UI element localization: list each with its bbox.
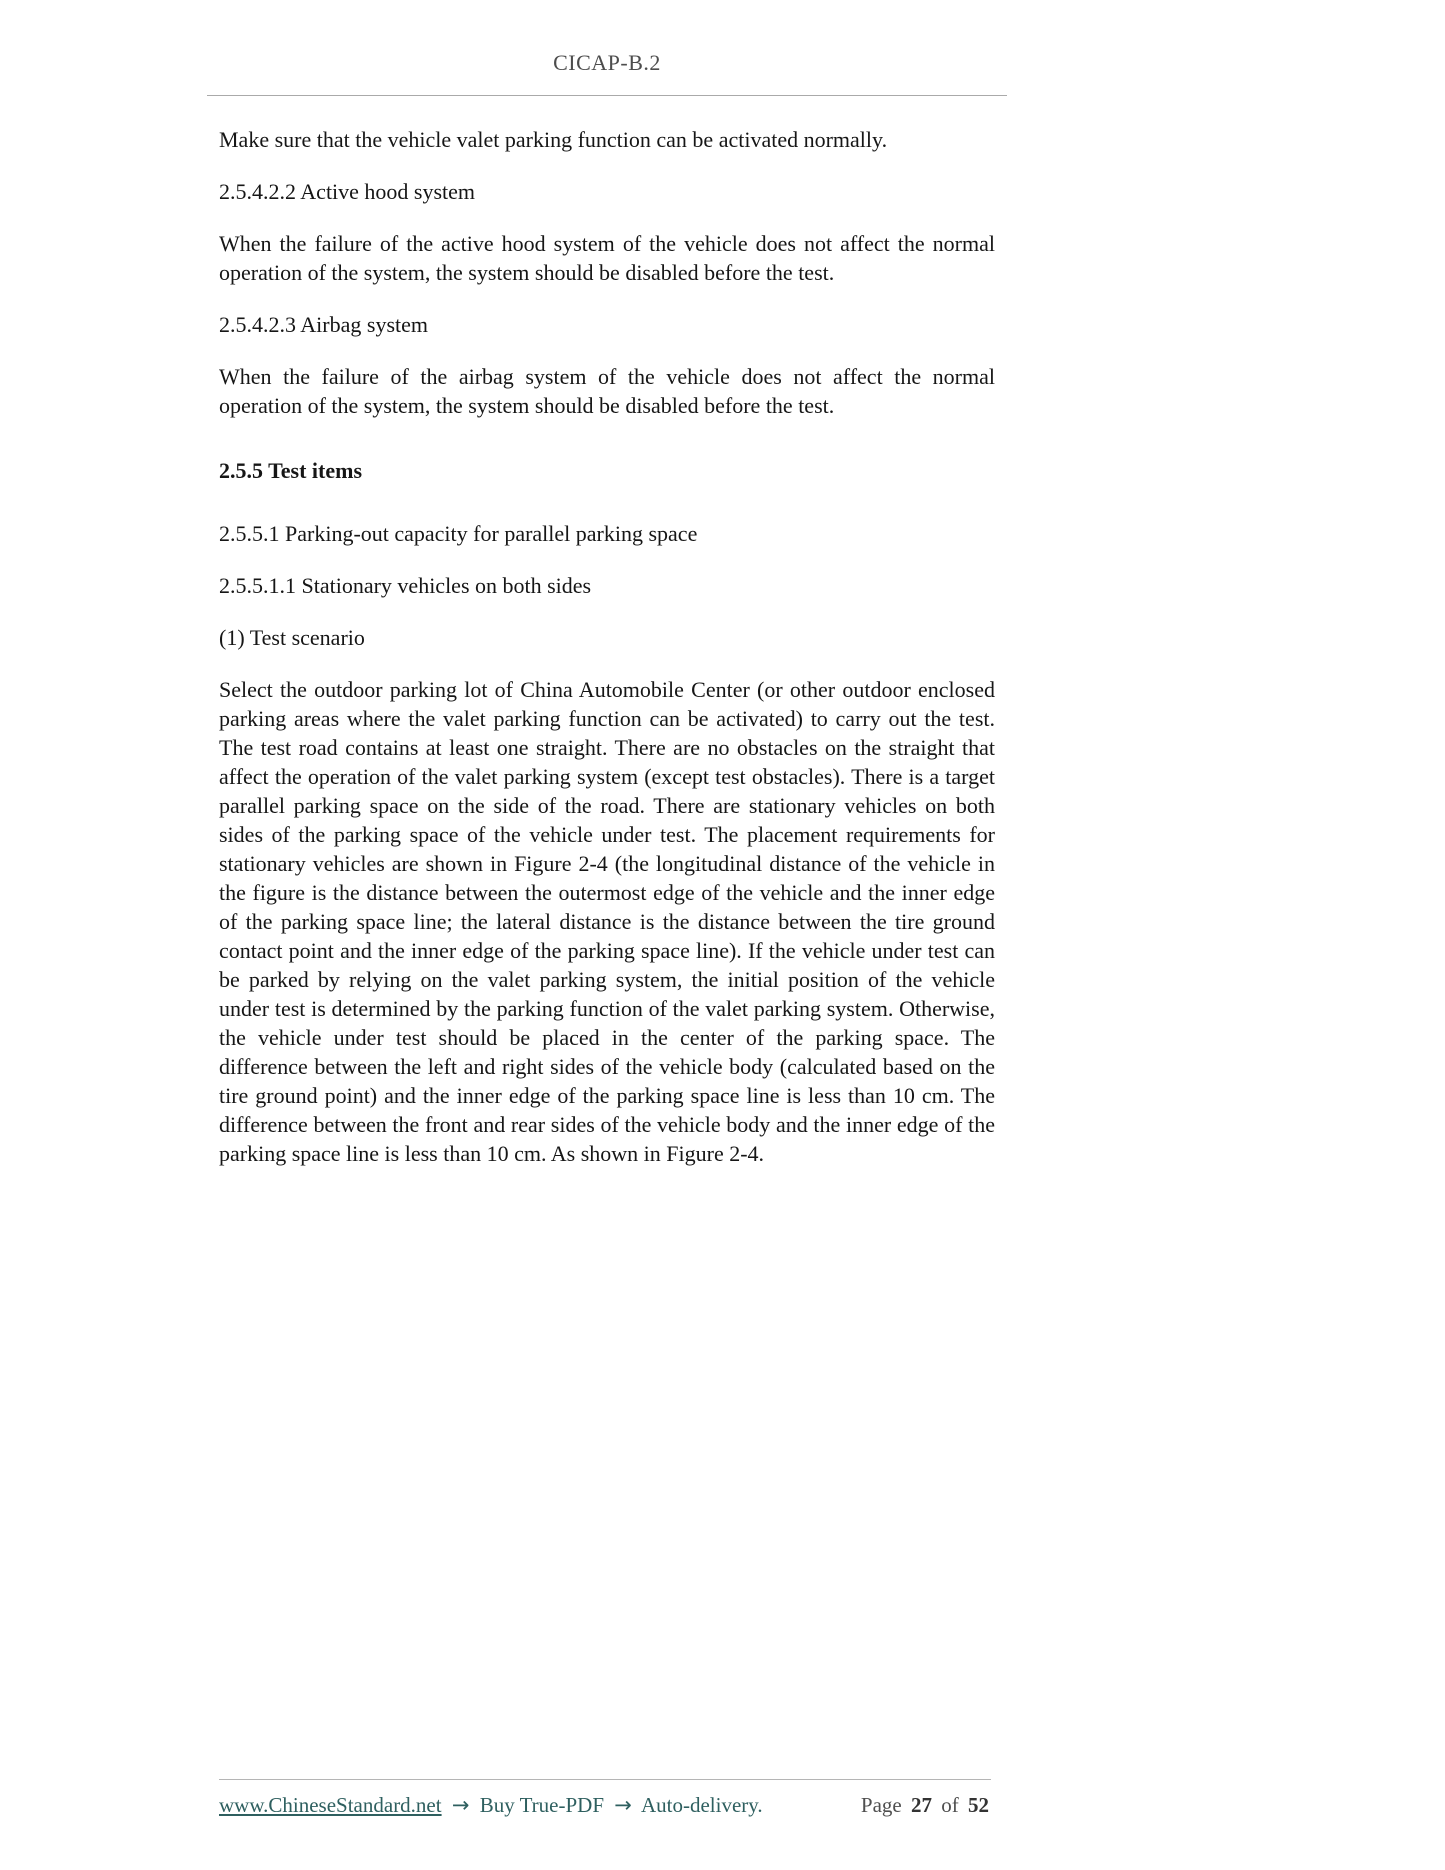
heading-test-scenario: (1) Test scenario — [219, 625, 365, 650]
page-number-indicator — [859, 1793, 991, 1818]
page-footer — [219, 1779, 991, 1818]
footer-of-label: of — [941, 1793, 959, 1817]
footer-auto-delivery-text: Auto-delivery. — [640, 1793, 763, 1817]
right-arrow-icon: → — [451, 1793, 470, 1817]
document-body — [219, 125, 995, 1168]
heading-airbag-system: 2.5.4.2.3 Airbag system — [219, 312, 428, 337]
heading-parking-out-capacity: 2.5.5.1 Parking-out capacity for parallel parking space — [219, 521, 698, 546]
header-divider — [207, 95, 1007, 96]
paragraph-airbag: When the failure of the airbag system of the vehicle does not affect the normal operation of the system, the system should be disabled before the test. — [219, 364, 995, 418]
page-header — [219, 0, 995, 96]
paragraph-test-scenario-details: Select the outdoor parking lot of China Automobile Center (or other outdoor enclosed parking areas where the valet parking function can be activated) to carry out the test. The test road contains at least one straight. There are no obstacles on the straight that affect the operation of the valet parking system (except test obstacles). There is a target parallel parking space on the side of the road. There are stationary vehicles on both sides of the parking space of the vehicle under test. The placement requirements for stationary vehicles are shown in Figure 2-4 (the longitudinal distance of the vehicle in the figure is the distance between the outermost edge of the vehicle and the inner edge of the parking space line; the lateral distance is the distance between the tire ground contact point and the inner edge of the parking space line). If the vehicle under test can be parked by relying on the valet parking system, the initial position of the vehicle under test is determined by the parking function of the valet parking system. Otherwise, the vehicle under test should be placed in the center of the parking space. The difference between the left and right sides of the vehicle body (calculated based on the tire ground point) and the inner edge of the parking space line is less than 10 cm. The difference between the front and rear sides of the vehicle body and the inner edge of the parking space line is less than 10 cm. As shown in Figure 2-4. — [219, 677, 995, 1166]
footer-page-label: Page — [860, 1793, 902, 1817]
paragraph-active-hood: When the failure of the active hood system of the vehicle does not affect the normal operation of the system, the system should be disabled before the test. — [219, 231, 995, 285]
heading-test-items: 2.5.5 Test items — [219, 458, 362, 483]
footer-page-total: 52 — [968, 1793, 989, 1817]
content-column — [219, 0, 995, 1191]
heading-active-hood-system: 2.5.4.2.2 Active hood system — [219, 179, 476, 204]
heading-stationary-vehicles: 2.5.5.1.1 Stationary vehicles on both sides — [219, 573, 592, 598]
right-arrow-icon: → — [614, 1793, 632, 1817]
footer-row — [219, 1793, 991, 1818]
footer-source-line — [219, 1793, 768, 1818]
footer-divider — [219, 1779, 991, 1780]
footer-buy-pdf-text: Buy True-PDF — [479, 1793, 605, 1817]
footer-website-link[interactable]: www.ChineseStandard.net — [219, 1793, 442, 1817]
footer-page-current: 27 — [911, 1793, 932, 1817]
paragraph-valet-activation: Make sure that the vehicle valet parking function can be activated normally. — [219, 127, 888, 152]
document-code: CICAP-B.2 — [553, 50, 661, 75]
